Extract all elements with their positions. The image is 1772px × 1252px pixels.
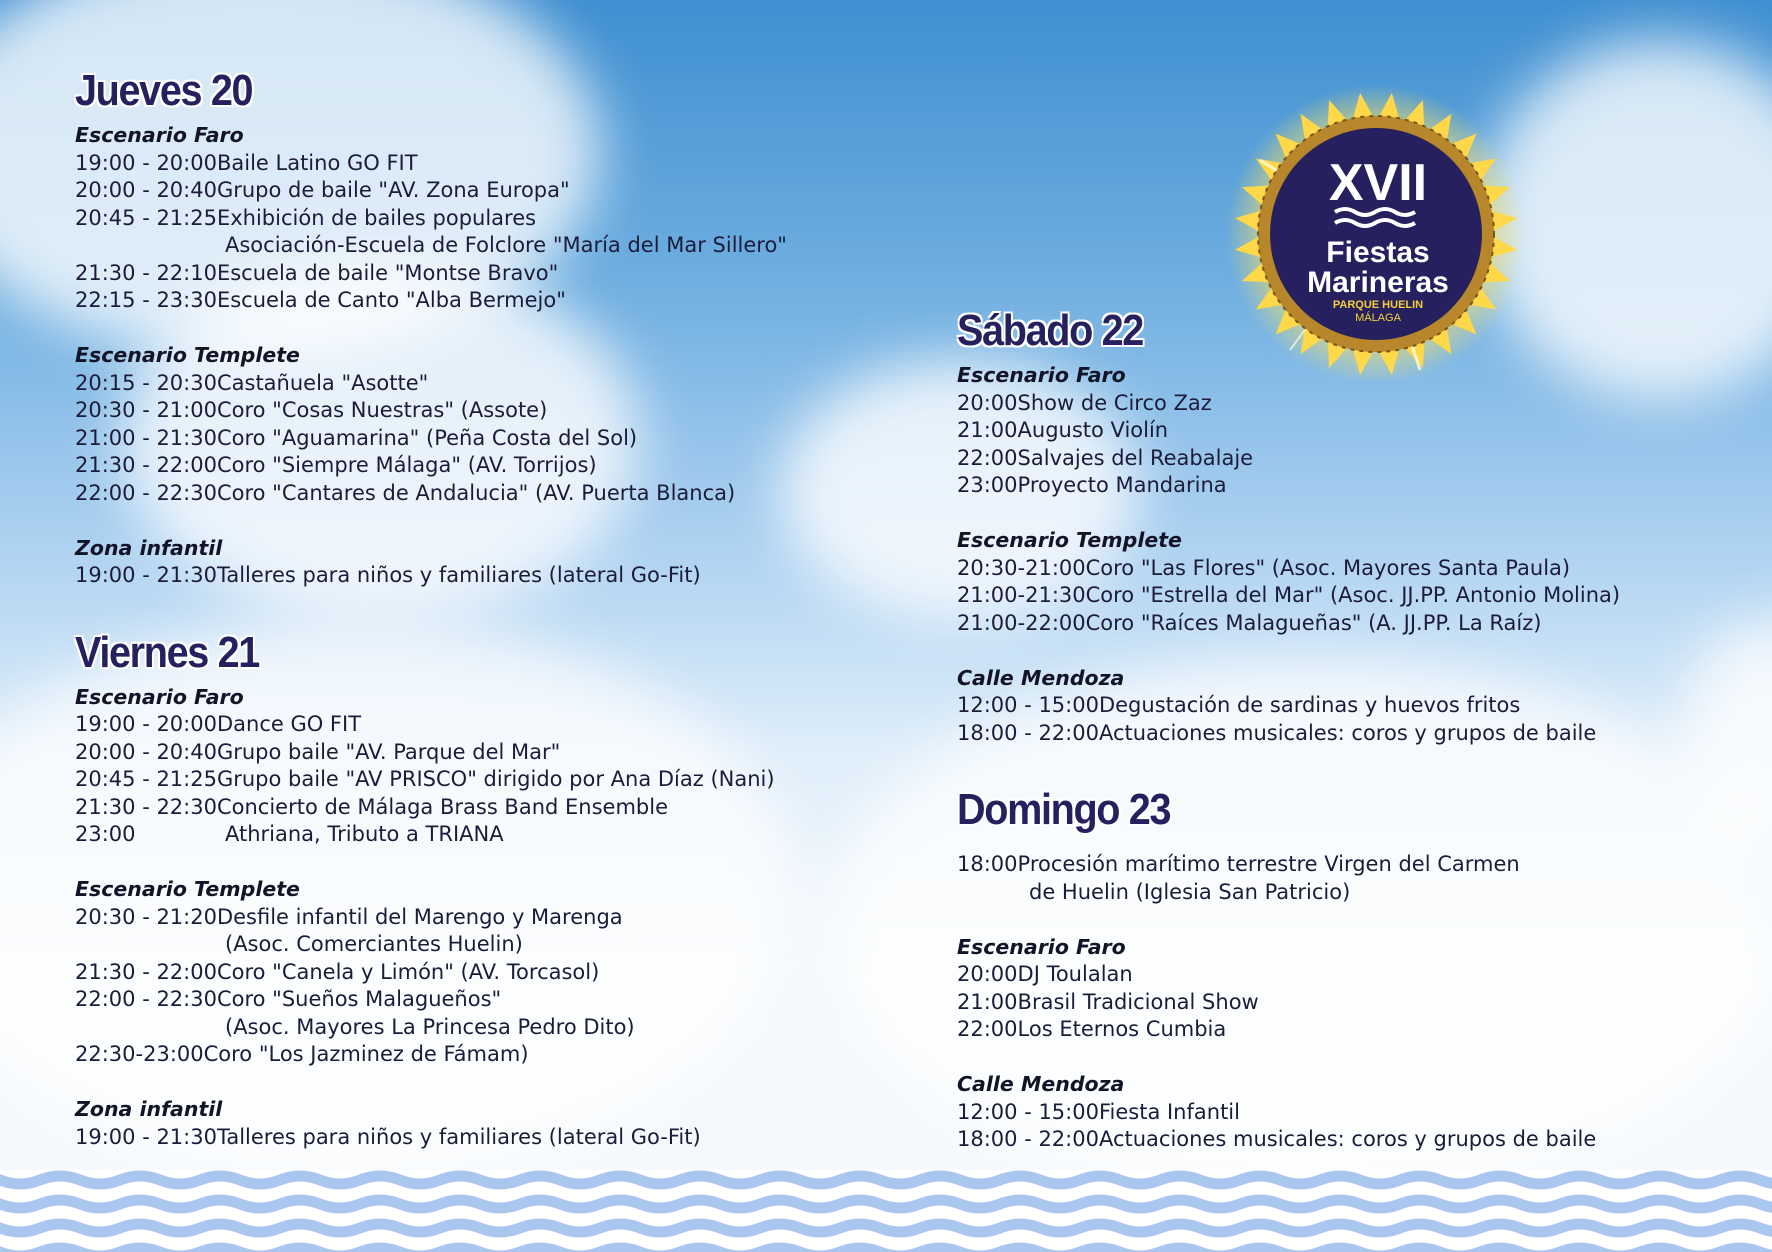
stage-faro: Escenario Faro — [75, 684, 244, 709]
time: 20:45 - 21:25 — [75, 205, 217, 230]
schedule-row — [75, 1124, 835, 1152]
event: Talleres para niños y familiares (lateral Go-Fit) — [216, 563, 701, 587]
schedule-row — [75, 904, 835, 932]
time: 23:00 — [75, 822, 136, 846]
schedule-row — [957, 1099, 1737, 1127]
stage-templete: Escenario Templete — [75, 877, 300, 901]
schedule-row — [75, 794, 835, 822]
event: Talleres para niños y familiares (lateral Go-Fit) — [216, 1124, 701, 1149]
schedule-row — [957, 961, 1737, 989]
schedule-row — [75, 821, 835, 849]
event: Salvajes del Reabalaje — [1017, 445, 1254, 470]
time: 21:00 — [957, 418, 1018, 442]
schedule-row — [75, 959, 835, 987]
schedule-row — [957, 417, 1737, 445]
time: 21:00-22:00 — [957, 610, 1086, 635]
time: 18:00 — [957, 852, 1018, 876]
schedule-row — [75, 452, 835, 480]
stage-faro: Escenario Faro — [957, 934, 1126, 959]
schedule-row — [75, 370, 835, 398]
schedule-row — [75, 1041, 835, 1069]
stage-faro: Escenario Faro — [957, 363, 1126, 387]
day-title-jueves: Jueves 20 — [75, 66, 253, 115]
time: 21:30 - 22:00 — [75, 959, 217, 984]
time: 20:15 - 20:30 — [75, 370, 217, 395]
schedule-list — [75, 904, 835, 1069]
day-title-viernes: Viernes 21 — [75, 627, 259, 677]
schedule-list — [957, 390, 1737, 500]
time: 22:00 — [957, 1017, 1018, 1041]
logo-city: MÁLAGA — [1355, 312, 1401, 324]
time: 20:00 - 20:40 — [75, 178, 217, 202]
schedule-list — [957, 1099, 1737, 1154]
logo-roman-numeral: XVII — [1328, 154, 1428, 212]
schedule-row — [75, 986, 835, 1014]
stage-calle-mendoza: Calle Mendoza — [957, 1072, 1125, 1096]
time: 21:00-21:30 — [957, 583, 1086, 607]
time: 21:00 — [957, 989, 1018, 1014]
time: 22:15 - 23:30 — [75, 288, 217, 312]
schedule-list — [957, 961, 1737, 1044]
schedule-row — [75, 711, 835, 739]
logo-marineras: Marineras — [1307, 266, 1449, 299]
time: 22:00 - 22:30 — [75, 480, 217, 505]
time: 22:30-23:00 — [75, 1042, 204, 1066]
schedule-row — [957, 555, 1737, 583]
stage-calle-mendoza: Calle Mendoza — [957, 665, 1125, 690]
schedule-row — [75, 480, 835, 508]
event: Los Eternos Cumbia — [1017, 1017, 1227, 1041]
left-column — [75, 66, 835, 1151]
schedule-row — [957, 720, 1737, 748]
schedule-list — [75, 711, 835, 849]
schedule-list — [75, 370, 835, 508]
event: Coro "Los Jazminez de Fámam) — [203, 1042, 529, 1066]
event: Brasil Tradicional Show — [1017, 989, 1259, 1014]
time: 20:00 - 20:40 — [75, 739, 217, 764]
event-continuation: (Asoc. Mayores La Princesa Pedro Dito) — [225, 1014, 635, 1039]
schedule-row — [75, 766, 835, 794]
event: Augusto Violín — [1017, 418, 1169, 442]
event: Grupo de baile "AV. Zona Europa" — [216, 178, 570, 202]
event: Escuela de Canto "Alba Bermejo" — [216, 288, 566, 312]
time: 22:00 - 22:30 — [75, 987, 217, 1011]
time: 20:00 — [957, 962, 1018, 986]
event: DJ Toulalan — [1017, 962, 1133, 986]
event: Coro "Estrella del Mar" (Asoc. JJ.PP. Antonio Molina) — [1085, 583, 1621, 607]
schedule-row — [957, 851, 1737, 879]
stage-templete: Escenario Templete — [75, 343, 300, 367]
schedule-row — [75, 150, 835, 178]
event: Dance GO FIT — [216, 712, 362, 736]
time: 12:00 - 15:00 — [957, 693, 1099, 717]
schedule-row — [75, 287, 835, 315]
schedule-row — [957, 610, 1737, 638]
event: Grupo baile "AV. Parque del Mar" — [216, 739, 561, 764]
event: Degustación de sardinas y huevos fritos — [1098, 693, 1521, 717]
time: 21:30 - 22:30 — [75, 794, 217, 819]
schedule-list — [75, 150, 835, 315]
time: 18:00 - 22:00 — [957, 720, 1099, 745]
event: Coro "Cosas Nuestras" (Assote) — [216, 398, 548, 422]
event: Escuela de baile "Montse Bravo" — [216, 260, 559, 285]
event: Athriana, Tributo a TRIANA — [225, 822, 504, 846]
event: Coro "Sueños Malagueños" — [216, 987, 502, 1011]
right-column — [957, 306, 1737, 1154]
schedule-row — [75, 260, 835, 288]
event: Desfile infantil del Marengo y Marenga — [216, 904, 623, 929]
stage-templete: Escenario Templete — [957, 528, 1182, 552]
schedule-row — [75, 562, 835, 590]
day-title-sabado: Sábado 22 — [957, 306, 1143, 355]
schedule-row — [75, 397, 835, 425]
event: Actuaciones musicales: coros y grupos de baile — [1098, 720, 1597, 745]
event: Baile Latino GO FIT — [216, 150, 418, 175]
schedule-row — [957, 692, 1737, 720]
schedule-list — [957, 555, 1737, 638]
event: Grupo baile "AV PRISCO" dirigido por Ana Díaz (Nani) — [216, 767, 775, 791]
stage-zona-infantil: Zona infantil — [75, 1097, 223, 1121]
time: 12:00 - 15:00 — [957, 1099, 1099, 1124]
event-continuation: Asociación-Escuela de Folclore "María del Mar Sillero" — [225, 233, 787, 257]
event: Proyecto Mandarina — [1017, 473, 1227, 497]
event: Coro "Cantares de Andalucia" (AV. Puerta Blanca) — [216, 480, 736, 505]
time: 19:00 - 21:30 — [75, 1124, 217, 1149]
schedule-row — [957, 1126, 1737, 1154]
event: Procesión marítimo terrestre Virgen del Carmen — [1017, 852, 1520, 876]
time: 18:00 - 22:00 — [957, 1127, 1099, 1151]
event: Coro "Las Flores" (Asoc. Mayores Santa Paula) — [1085, 555, 1571, 580]
schedule-row — [75, 739, 835, 767]
time: 22:00 — [957, 445, 1018, 470]
stage-faro: Escenario Faro — [75, 123, 244, 147]
time: 21:30 - 22:10 — [75, 260, 217, 285]
event: Coro "Siempre Málaga" (AV. Torrijos) — [216, 453, 597, 477]
event: Castañuela "Asotte" — [216, 370, 429, 395]
event: Concierto de Málaga Brass Band Ensemble — [216, 794, 669, 819]
waves-decoration-icon — [0, 1170, 1772, 1252]
event: Coro "Raíces Malagueñas" (A. JJ.PP. La Raíz) — [1085, 610, 1542, 635]
time: 20:30-21:00 — [957, 555, 1086, 580]
schedule-row — [957, 445, 1737, 473]
event: Fiesta Infantil — [1098, 1099, 1240, 1124]
event-continuation: (Asoc. Comerciantes Huelin) — [225, 932, 523, 956]
schedule-row — [957, 989, 1737, 1017]
schedule-row — [75, 425, 835, 453]
event: Show de Circo Zaz — [1017, 390, 1212, 415]
time: 23:00 — [957, 473, 1018, 497]
schedule-row — [957, 472, 1737, 500]
schedule-row — [75, 177, 835, 205]
logo-place: PARQUE HUELIN — [1332, 299, 1424, 311]
stage-zona-infantil: Zona infantil — [75, 535, 223, 560]
time: 20:30 - 21:20 — [75, 904, 217, 929]
time: 21:30 - 22:00 — [75, 453, 217, 477]
logo-fiestas: Fiestas — [1326, 236, 1430, 269]
time: 20:30 - 21:00 — [75, 398, 217, 422]
event: Coro "Aguamarina" (Peña Costa del Sol) — [216, 425, 638, 450]
schedule-row — [957, 582, 1737, 610]
schedule-row — [957, 1016, 1737, 1044]
day-title-domingo: Domingo 23 — [957, 785, 1171, 834]
event: Exhibición de bailes populares — [216, 205, 537, 230]
event-continuation: de Huelin (Iglesia San Patricio) — [1029, 879, 1351, 904]
time: 20:00 — [957, 390, 1018, 415]
time: 19:00 - 20:00 — [75, 150, 217, 175]
schedule-list — [957, 692, 1737, 747]
time: 19:00 - 21:30 — [75, 563, 217, 587]
event: Actuaciones musicales: coros y grupos de baile — [1098, 1127, 1597, 1151]
event: Coro "Canela y Limón" (AV. Torcasol) — [216, 959, 600, 984]
schedule-row — [75, 205, 835, 233]
time: 19:00 - 20:00 — [75, 712, 217, 736]
time: 21:00 - 21:30 — [75, 425, 217, 450]
time: 20:45 - 21:25 — [75, 767, 217, 791]
schedule-row — [957, 390, 1737, 418]
